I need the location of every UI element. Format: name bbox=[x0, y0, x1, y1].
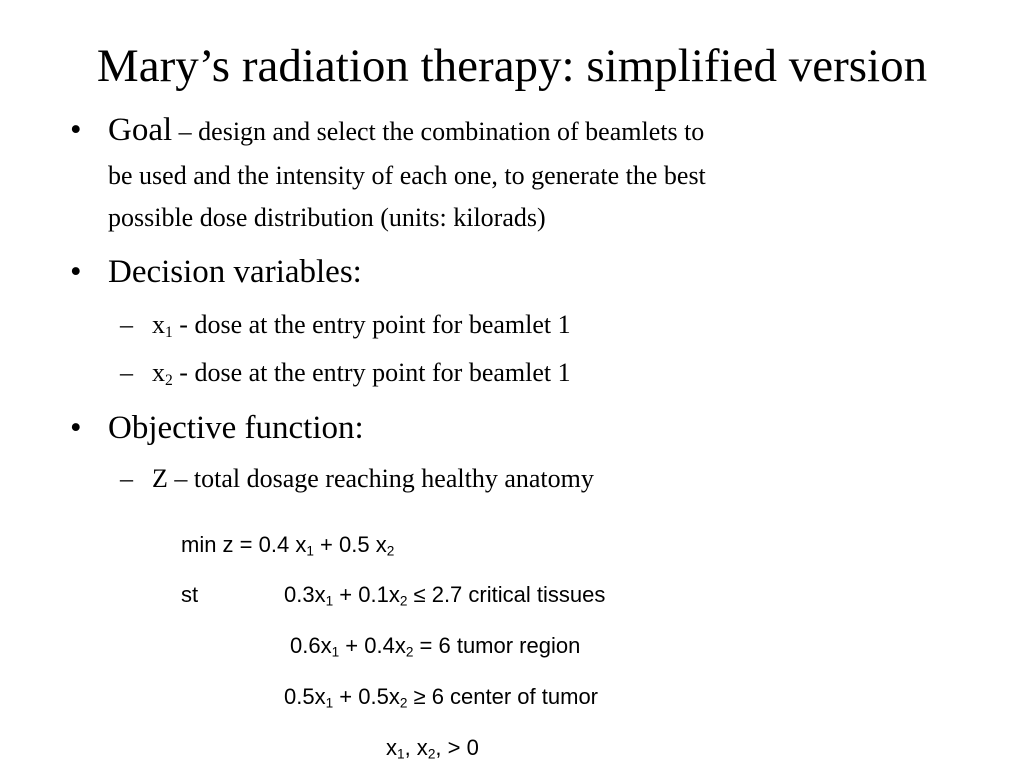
goal-text-line2: be used and the intensity of each one, to generate the best bbox=[108, 161, 706, 190]
goal-text-line1: – design and select the combination of beamlets to bbox=[172, 117, 705, 146]
bullet-marker: • bbox=[70, 410, 82, 446]
variable-name: x bbox=[152, 358, 165, 387]
objective-equation: min z = 0.4 $x_1 + 0.5$ $x_2$ bbox=[181, 532, 395, 559]
dash-marker: – bbox=[120, 464, 133, 493]
variable-name: x bbox=[152, 310, 165, 339]
constraint-critical-tissues: $0.3x_1 + 0.1x_2 \le 2.7$ critical tissues bbox=[284, 582, 606, 609]
objective-function-label: Objective function: bbox=[108, 410, 364, 446]
variable-subscript: 1 bbox=[165, 323, 173, 341]
nonnegativity-constraint: $x_1$, $x_2$, > 0 bbox=[386, 735, 479, 762]
bullet-marker: • bbox=[70, 112, 82, 148]
objective-description: Z – total dosage reaching healthy anatomy bbox=[152, 464, 594, 493]
constraint-center-of-tumor: $0.5x_1 + 0.5x_2 \ge 6$ center of tumor bbox=[284, 684, 599, 711]
constraint-tumor-region: $0.6x_1 + 0.4x_2 = 6$ tumor region bbox=[290, 633, 581, 660]
dash-marker: – bbox=[120, 310, 133, 339]
slide-title: Mary’s radiation therapy: simplified version bbox=[96, 40, 928, 92]
dash-marker: – bbox=[120, 358, 133, 387]
variable-subscript: 2 bbox=[165, 371, 173, 389]
variable-description: - dose at the entry point for beamlet 1 bbox=[172, 310, 571, 339]
goal-label: Goal bbox=[108, 112, 173, 148]
goal-text-line3: possible dose distribution (units: kilorads) bbox=[108, 203, 546, 232]
decision-variables-label: Decision variables: bbox=[108, 254, 362, 290]
subject-to-label: st bbox=[181, 582, 199, 607]
bullet-marker: • bbox=[70, 254, 82, 290]
variable-description: - dose at the entry point for beamlet 1 bbox=[172, 358, 571, 387]
